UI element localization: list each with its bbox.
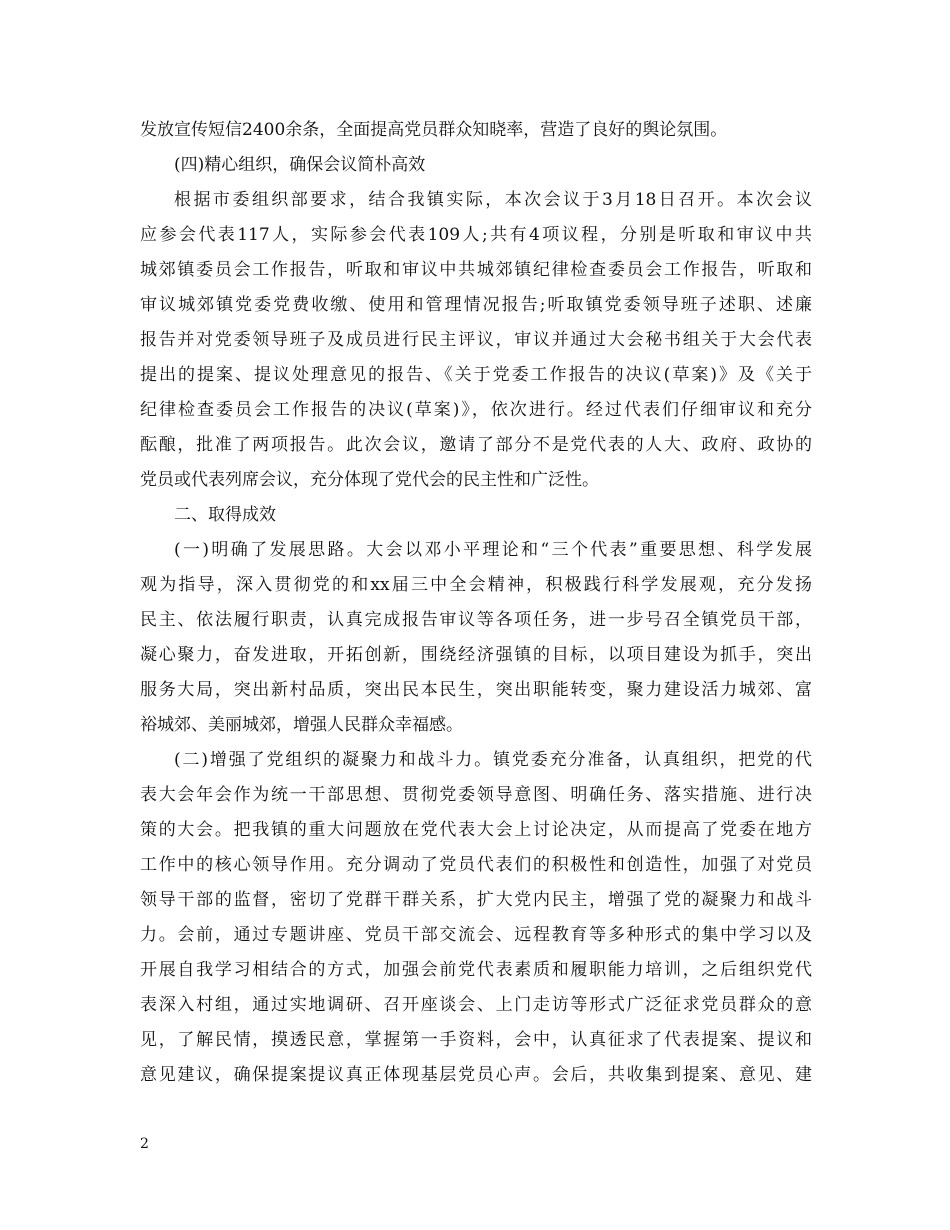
text-line: 党员或代表列席会议，充分体现了党代会的民主性和广泛性。 <box>140 470 599 490</box>
text-line: 凝心聚力，奋发进取，开拓创新，围绕经济强镇的目标，以项目建设为抓手，突出 <box>140 645 812 665</box>
text-line: 提出的提案、提议处理意见的报告、《关于党委工作报告的决议(草案)》及《关于 <box>140 365 812 385</box>
text-line: 策的大会。把我镇的重大问题放在党代表大会上讨论决定，从而提高了党委在地方 <box>140 820 812 840</box>
text-line: 报告并对党委领导班子及成员进行民主评议，审议并通过大会秘书组关于大会代表 <box>140 330 812 350</box>
text-line: 纪律检查委员会工作报告的决议(草案)》，依次进行。经过代表们仔细审议和充分 <box>140 400 812 420</box>
text-line: 意见建议，确保提案提议真正体现基层党员心声。会后，共收集到提案、意见、建 <box>140 1065 812 1085</box>
text-line: 工作中的核心领导作用。充分调动了党员代表们的积极性和创造性，加强了对党员 <box>140 855 812 875</box>
text-line: 应参会代表117人，实际参会代表109人;共有4项议程，分别是听取和审议中共 <box>140 225 812 245</box>
document-body <box>140 113 812 1093</box>
text-line: (四)精心组织，确保会议简朴高效 <box>174 155 426 175</box>
page-number: 2 <box>140 1136 149 1152</box>
text-line: 发放宣传短信2400余条，全面提高党员群众知晓率，营造了良好的舆论氛围。 <box>140 120 728 140</box>
text-line: 审议城郊镇党委党费收缴、使用和管理情况报告;听取镇党委领导班子述职、述廉 <box>140 295 812 315</box>
text-line: 表深入村组，通过实地调研、召开座谈会、上门走访等形式广泛征求党员群众的意 <box>140 995 812 1015</box>
text-line: 开展自我学习相结合的方式，加强会前党代表素质和履职能力培训，之后组织党代 <box>140 960 812 980</box>
text-line: 观为指导，深入贯彻党的和xx届三中全会精神，积极践行科学发展观，充分发扬 <box>140 575 812 595</box>
text-line: 见，了解民情，摸透民意，掌握第一手资料，会中，认真征求了代表提案、提议和 <box>140 1030 812 1050</box>
text-line: (二)增强了党组织的凝聚力和战斗力。镇党委充分准备，认真组织，把党的代 <box>174 750 812 770</box>
text-line: 领导干部的监督，密切了党群干群关系，扩大党内民主，增强了党的凝聚力和战斗 <box>140 890 812 910</box>
text-line: 二、取得成效 <box>174 505 276 525</box>
text-line: 酝酿，批准了两项报告。此次会议，邀请了部分不是党代表的人大、政府、政协的 <box>140 435 812 455</box>
text-line: 根据市委组织部要求，结合我镇实际，本次会议于3月18日召开。本次会议 <box>174 190 812 210</box>
text-line: 城郊镇委员会工作报告，听取和审议中共城郊镇纪律检查委员会工作报告，听取和 <box>140 260 812 280</box>
text-line: 裕城郊、美丽城郊，增强人民群众幸福感。 <box>140 715 463 735</box>
text-line: 服务大局，突出新村品质，突出民本民生，突出职能转变，聚力建设活力城郊、富 <box>140 680 812 700</box>
text-line: 表大会年会作为统一干部思想、贯彻党委领导意图、明确任务、落实措施、进行决 <box>140 785 812 805</box>
text-line: 力。会前，通过专题讲座、党员干部交流会、远程教育等多种形式的集中学习以及 <box>140 925 812 945</box>
text-line: (一)明确了发展思路。大会以邓小平理论和“三个代表”重要思想、科学发展 <box>174 540 812 560</box>
text-line: 民主、依法履行职责，认真完成报告审议等各项任务，进一步号召全镇党员干部， <box>140 610 812 630</box>
